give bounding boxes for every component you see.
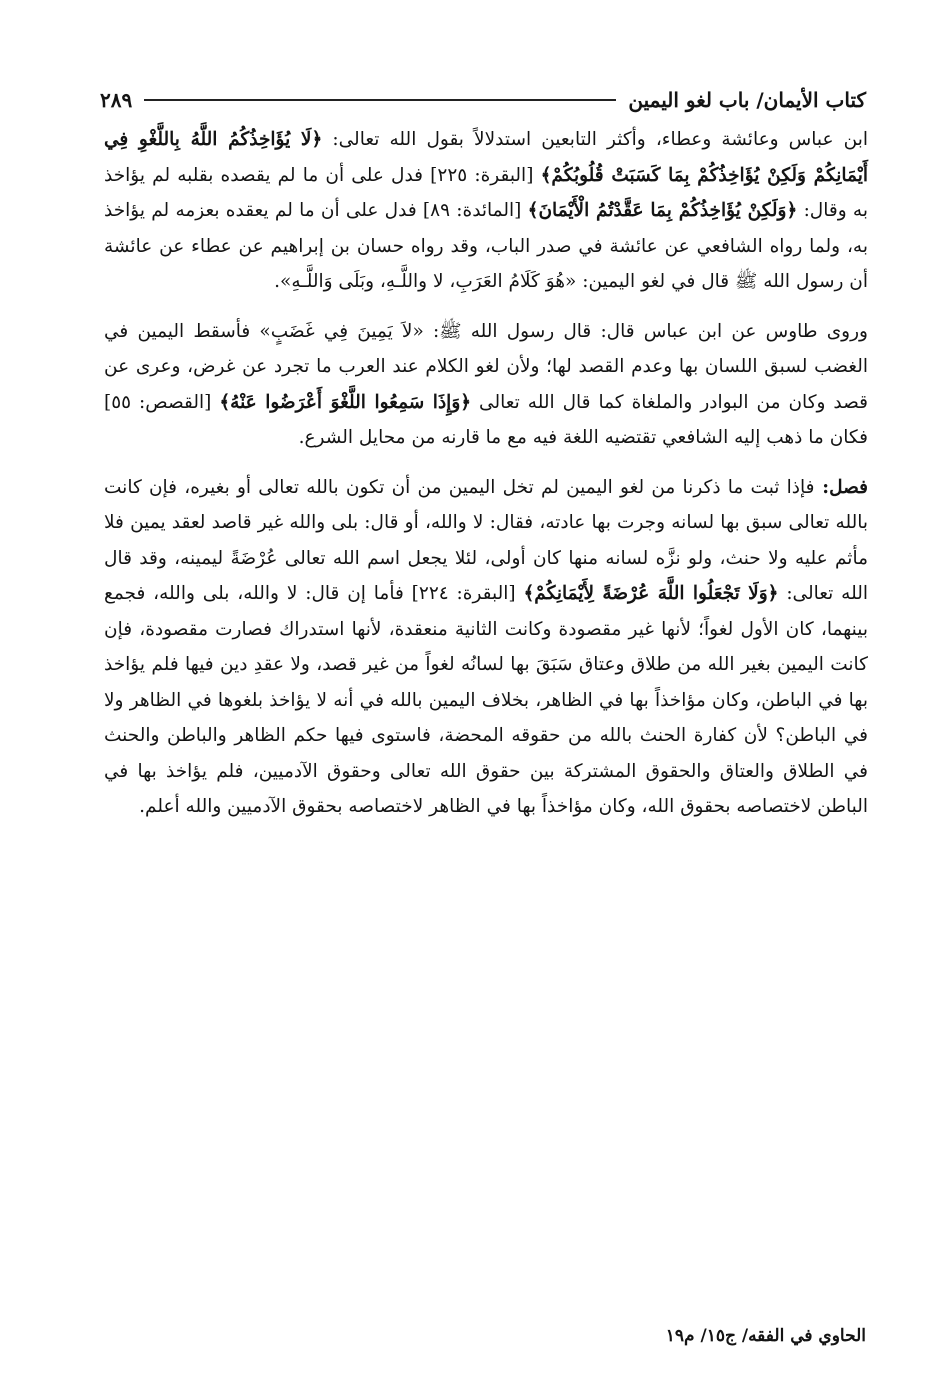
running-header [100,82,866,118]
text-run: وروى طاوس عن ابن عباس قال: قال رسول الله ﷺ: «لاَ يَمِينَ فِي غَضَبٍ» فأسقط اليمين في الغضب لسبق اللسان بها وعدم القصد لها؛ ولأن لغو الكلام عند العرب ما تجرد عن غرض، وعرى عن قصد وكان من البوادر والملغاة كما قال الله تعالى [104,320,868,413]
section-lead: فصل: [814,476,868,498]
text-run: [المائدة: ٨٩] فدل على أن ما لم يعقده بعزمه لم يؤاخذ به، ولما رواه الشافعي عن عائشة في صدر الباب، وقد رواه حسان بن إبراهيم عن عطاء عن عائشة أن رسول الله ﷺ قال في لغو اليمين: «هُوَ كَلَامُ العَرَبِ، لا واللَّـهِ، وبَلَى وَاللَّـهِ». [104,200,868,292]
quran-verse: ﴿وَلَكِنْ يُؤَاخِذُكُمْ بِمَا عَقَّدْتُمُ الْأَيْمَانَ﴾ [527,200,798,221]
paragraph [104,314,868,456]
page-number: ٢٨٩ [100,88,133,112]
text-run: ابن عباس وعائشة وعطاء، وأكثر التابعين استدلالاً بقول الله تعالى: [322,129,868,150]
text-run: [البقرة: ٢٢٤] فأما إن قال: لا والله، بلى والله، فجمع بينهما، كان الأول لغواً؛ لأنها غير مقصودة وكانت الثانية منعقدة، لأنها استدراك فصارت مقصودة، فإن كانت اليمين بغير الله من طلاق وعتاق سَبَقَ بها لسانُه لغواً من غير قصد، ولا عقدِ دين فيها فلم يؤاخذ بها في الباطن، وكان مؤاخذاً بها في الظاهر، بخلاف اليمين بالله في أنه لا يؤاخذ بلغوها في الظاهر ولا في الباطن؟ لأن كفارة الحنث بالله من حقوقه المحضة، فاستوى فيها حكم الظاهر والباطن والحنث في الطلاق والعتاق والحقوق المشتركة بين حقوق الله تعالى وحقوق الآدميين، فلم يؤاخذ بها في الباطن لاختصاصه بحقوق الله، وكان مؤاخذاً بها في الظاهر لاختصاصه بحقوق الآدميين والله أعلم. [104,583,868,817]
body-text [104,122,868,839]
paragraph [104,122,868,300]
quran-verse: ﴿وَلَا تَجْعَلُوا اللَّهَ عُرْضَةً لِأَيْمَانِكُمْ﴾ [523,583,779,604]
quran-verse: ﴿لَا يُؤَاخِذُكُمُ اللَّهُ بِاللَّغْوِ فِي أَيْمَانِكُمْ وَلَكِنْ يُؤَاخِذُكُمْ بِمَا كَسَبَتْ قُلُوبُكُمْ﴾ [104,129,868,186]
header-rule [144,99,616,101]
text-run: فإذا ثبت ما ذكرنا من لغو اليمين لم تخل اليمين من أن تكون بالله تعالى أو بغيره، فإن كانت بالله تعالى سبق بها لسانه وجرت بها عادته، فقال: لا والله، أو قال: بلى والله غير قاصد لعقد يمين فلا مأثم عليه ولا حنث، ولو نزَّه لسانه منها كان أولى، لئلا يجعل اسم الله تعالى عُرْضَةً ليمينه، وقد قال الله تعالى: [104,476,868,604]
paragraph [104,470,868,825]
text-run: [القصص: ٥٥] فكان ما ذهب إليه الشافعي تقتضيه اللغة فيه مع ما قارنه من محايل الشرع. [104,391,868,448]
footer-signature: الحاوي في الفقه/ ج١٥/ م١٩ [665,1326,866,1346]
quran-verse: ﴿وَإِذَا سَمِعُوا اللَّغْوَ أَعْرَضُوا عَنْهُ﴾ [219,391,472,413]
header-title: كتاب الأيمان/ باب لغو اليمين [628,88,866,112]
text-run: [البقرة: ٢٢٥] فدل على أن ما لم يقصده بقلبه لم يؤاخذ به وقال: [104,164,868,221]
